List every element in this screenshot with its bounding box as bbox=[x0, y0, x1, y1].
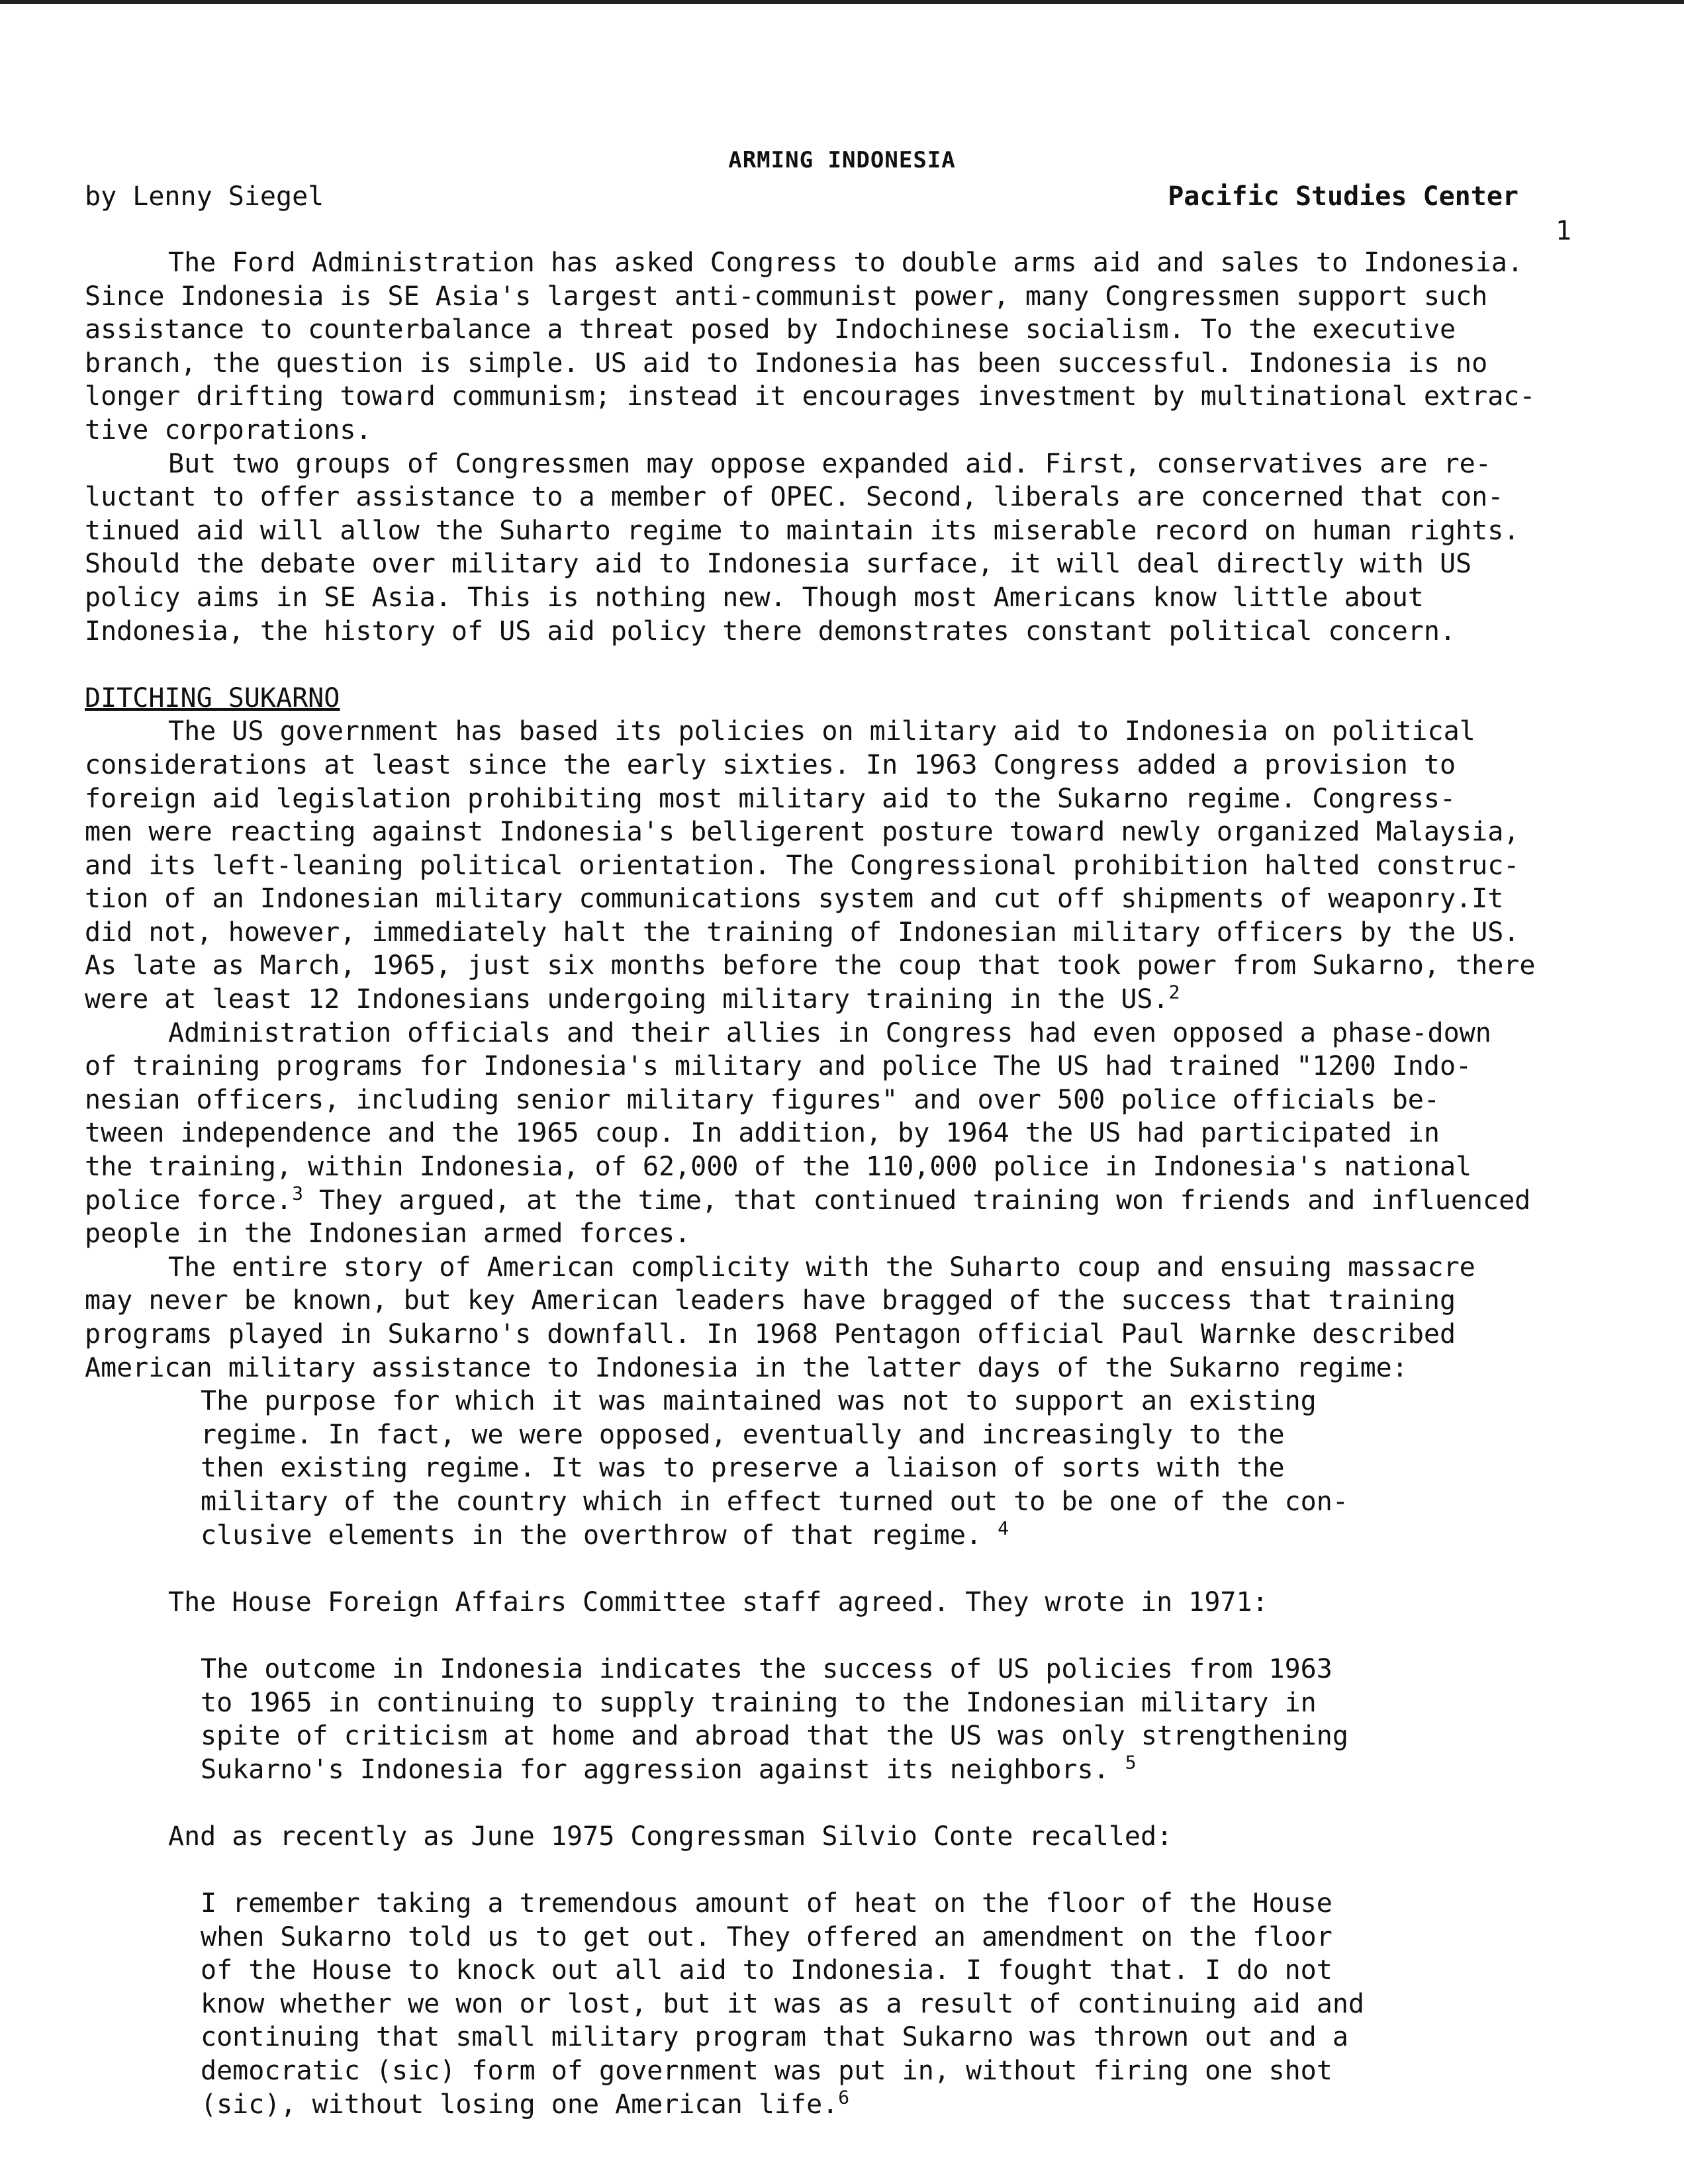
text-line bbox=[85, 1485, 1634, 1519]
text-line bbox=[85, 1083, 1634, 1117]
text-line bbox=[85, 2054, 1634, 2088]
text-line bbox=[85, 1719, 1634, 1753]
text-line bbox=[85, 1653, 1634, 1686]
line-text-continued: They argued, at the time, that continued training won friends and influenced bbox=[303, 1185, 1531, 1216]
line-text: democratic (sic) form of government was put in, without firing one shot bbox=[201, 2056, 1333, 2087]
line-text: may never be known, but key American leaders have bragged of the success that training bbox=[85, 1285, 1456, 1316]
footnote-marker: 4 bbox=[998, 1517, 1009, 1539]
top-rule bbox=[0, 0, 1684, 4]
line-text: to 1965 in continuing to supply training to the Indonesian military in bbox=[201, 1687, 1317, 1718]
line-text: considerations at least since the early sixties. In 1963 Congress added a provision to bbox=[85, 749, 1456, 780]
text-line bbox=[85, 380, 1634, 414]
line-text: Should the debate over military aid to Indonesia surface, it will deal directly with US bbox=[85, 549, 1472, 580]
line-text: Indonesia, the history of US aid policy there demonstrates constant political concern. bbox=[85, 615, 1456, 647]
line-text: policy aims in SE Asia. This is nothing new. Though most Americans know little about bbox=[85, 582, 1424, 613]
page-number: 1 bbox=[1555, 216, 1571, 246]
text-line bbox=[85, 1385, 1634, 1418]
blank-line bbox=[85, 1619, 1634, 1653]
line-text: As late as March, 1965, just six months before the coup that took power from Sukarno, there bbox=[85, 950, 1536, 981]
line-text: But two groups of Congressmen may oppose expanded aid. First, conservatives are re- bbox=[168, 448, 1491, 479]
text-line bbox=[85, 447, 1634, 481]
line-text: were at least 12 Indonesians undergoing military training in the US. bbox=[85, 984, 1169, 1015]
line-text: Administration officials and their allies in Congress had even opposed a phase-down bbox=[168, 1017, 1491, 1048]
text-line bbox=[85, 1116, 1634, 1150]
blank-line bbox=[85, 648, 1634, 682]
text-line bbox=[85, 1586, 1634, 1619]
text-line bbox=[85, 1217, 1634, 1251]
text-line bbox=[85, 882, 1634, 916]
text-line bbox=[85, 2021, 1634, 2054]
line-text: foreign aid legislation prohibiting most military aid to the Sukarno regime. Congress- bbox=[85, 783, 1456, 814]
text-line bbox=[85, 1519, 1634, 1553]
line-text: and its left-leaning political orientation. The Congressional prohibition halted construc- bbox=[85, 850, 1520, 881]
text-line bbox=[85, 246, 1634, 280]
line-text: The purpose for which it was maintained was not to support an existing bbox=[201, 1386, 1317, 1417]
blank-line bbox=[85, 1552, 1634, 1586]
text-line bbox=[85, 1351, 1634, 1385]
text-line bbox=[85, 514, 1634, 548]
line-text: I remember taking a tremendous amount of heat on the floor of the House bbox=[201, 1888, 1333, 1919]
line-text: The House Foreign Affairs Committee staff agreed. They wrote in 1971: bbox=[168, 1586, 1268, 1617]
text-line bbox=[85, 615, 1634, 649]
line-text: of the House to knock out all aid to Indonesia. I fought that. I do not bbox=[201, 1955, 1333, 1986]
text-line bbox=[85, 1284, 1634, 1318]
line-text: tween independence and the 1965 coup. In addition, by 1964 the US had participated in bbox=[85, 1118, 1440, 1149]
text-line bbox=[85, 1954, 1634, 1987]
line-text: tinued aid will allow the Suharto regime to maintain its miserable record on human rights. bbox=[85, 515, 1520, 546]
text-line bbox=[85, 815, 1634, 849]
line-text: of training programs for Indonesia's military and police The US had trained "1200 Indo- bbox=[85, 1051, 1472, 1082]
text-line bbox=[85, 1921, 1634, 1954]
text-line bbox=[85, 1451, 1634, 1485]
line-text: nesian officers, including senior military figures" and over 500 police officials be- bbox=[85, 1084, 1440, 1115]
text-line bbox=[85, 313, 1634, 347]
text-line bbox=[85, 1753, 1634, 1787]
text-line bbox=[85, 916, 1634, 950]
line-text: The entire story of American complicity with the Suharto coup and ensuing massacre bbox=[168, 1251, 1475, 1283]
line-text: And as recently as June 1975 Congressman Silvio Conte recalled: bbox=[168, 1821, 1173, 1852]
line-text: luctant to offer assistance to a member of OPEC. Second, liberals are concerned that con- bbox=[85, 482, 1504, 513]
line-text: longer drifting toward communism; instead it encourages investment by multinational extrac- bbox=[85, 381, 1536, 412]
line-text: people in the Indonesian armed forces. bbox=[85, 1218, 691, 1250]
text-line bbox=[85, 1686, 1634, 1720]
text-line bbox=[85, 749, 1634, 782]
text-line bbox=[85, 1820, 1634, 1854]
text-line bbox=[85, 2088, 1634, 2122]
line-text: spite of criticism at home and abroad that the US was only strengthening bbox=[201, 1721, 1348, 1752]
line-text: The US government has based its policies on military aid to Indonesia on political bbox=[168, 716, 1475, 747]
line-text: The Ford Administration has asked Congress to double arms aid and sales to Indonesia. bbox=[168, 248, 1523, 278]
line-text: military of the country which in effect turned out to be one of the con- bbox=[201, 1486, 1348, 1517]
line-text: when Sukarno told us to get out. They offered an amendment on the floor bbox=[201, 1921, 1333, 1952]
line-text: men were reacting against Indonesia's belligerent posture toward newly organized Malaysia, bbox=[85, 817, 1520, 848]
text-line bbox=[85, 849, 1634, 883]
text-line bbox=[85, 547, 1634, 581]
text-line bbox=[85, 715, 1634, 749]
text-line bbox=[85, 1050, 1634, 1083]
line-text: American military assistance to Indonesia in the latter days of the Sukarno regime: bbox=[85, 1352, 1408, 1383]
line-text: The outcome in Indonesia indicates the success of US policies from 1963 bbox=[201, 1653, 1333, 1684]
line-text: did not, however, immediately halt the training of Indonesian military officers by the US. bbox=[85, 917, 1520, 948]
text-line bbox=[85, 1418, 1634, 1452]
text-line bbox=[85, 480, 1634, 514]
blank-line bbox=[85, 1854, 1634, 1888]
line-text: tive corporations. bbox=[85, 414, 372, 445]
line-text: regime. In fact, we were opposed, eventually and increasingly to the bbox=[201, 1419, 1285, 1450]
line-text: Since Indonesia is SE Asia's largest anti-communist power, many Congressmen support such bbox=[85, 281, 1488, 312]
section-heading bbox=[85, 682, 1634, 715]
section-heading-text: DITCHING SUKARNO bbox=[85, 682, 340, 713]
text-line bbox=[85, 581, 1634, 615]
line-text: clusive elements in the overthrow of that regime. bbox=[201, 1520, 998, 1551]
blank-line bbox=[85, 1786, 1634, 1820]
text-line bbox=[85, 1318, 1634, 1351]
line-text: then existing regime. It was to preserve a liaison of sorts with the bbox=[201, 1453, 1285, 1484]
document-body bbox=[85, 246, 1634, 2121]
text-line bbox=[85, 1017, 1634, 1050]
organization-name: Pacific Studies Center bbox=[1168, 181, 1519, 212]
text-line bbox=[85, 1887, 1634, 1921]
footnote-marker: 2 bbox=[1168, 981, 1180, 1003]
text-line bbox=[85, 1987, 1634, 2021]
text-line bbox=[85, 1251, 1634, 1285]
text-line bbox=[85, 280, 1634, 314]
footnote-marker: 5 bbox=[1125, 1751, 1137, 1774]
line-text: know whether we won or lost, but it was as a result of continuing aid and bbox=[201, 1988, 1364, 2019]
line-text: branch, the question is simple. US aid to Indonesia has been successful. Indonesia is no bbox=[85, 347, 1488, 379]
line-text: the training, within Indonesia, of 62,000 of the 110,000 police in Indonesia's national bbox=[85, 1152, 1472, 1183]
line-text: assistance to counterbalance a threat posed by Indochinese socialism. To the executive bbox=[85, 314, 1456, 345]
text-line bbox=[85, 347, 1634, 381]
line-text: Sukarno's Indonesia for aggression against its neighbors. bbox=[201, 1754, 1125, 1785]
text-line bbox=[85, 983, 1634, 1017]
footnote-marker: 6 bbox=[838, 2086, 850, 2109]
line-text: police force. bbox=[85, 1185, 293, 1216]
line-text: programs played in Sukarno's downfall. In 1968 Pentagon official Paul Warnke described bbox=[85, 1319, 1456, 1349]
line-text: continuing that small military program that Sukarno was thrown out and a bbox=[201, 2022, 1348, 2053]
text-line bbox=[85, 1150, 1634, 1184]
text-line bbox=[85, 1184, 1634, 1218]
author-byline: by Lenny Siegel bbox=[85, 181, 324, 212]
footnote-marker: 3 bbox=[292, 1182, 303, 1205]
line-text: tion of an Indonesian military communications system and cut off shipments of weaponry.It bbox=[85, 884, 1504, 915]
document-title: ARMING INDONESIA bbox=[728, 147, 956, 173]
line-text: (sic), without losing one American life. bbox=[201, 2089, 839, 2120]
text-line bbox=[85, 949, 1634, 983]
text-line bbox=[85, 414, 1634, 447]
text-line bbox=[85, 782, 1634, 816]
